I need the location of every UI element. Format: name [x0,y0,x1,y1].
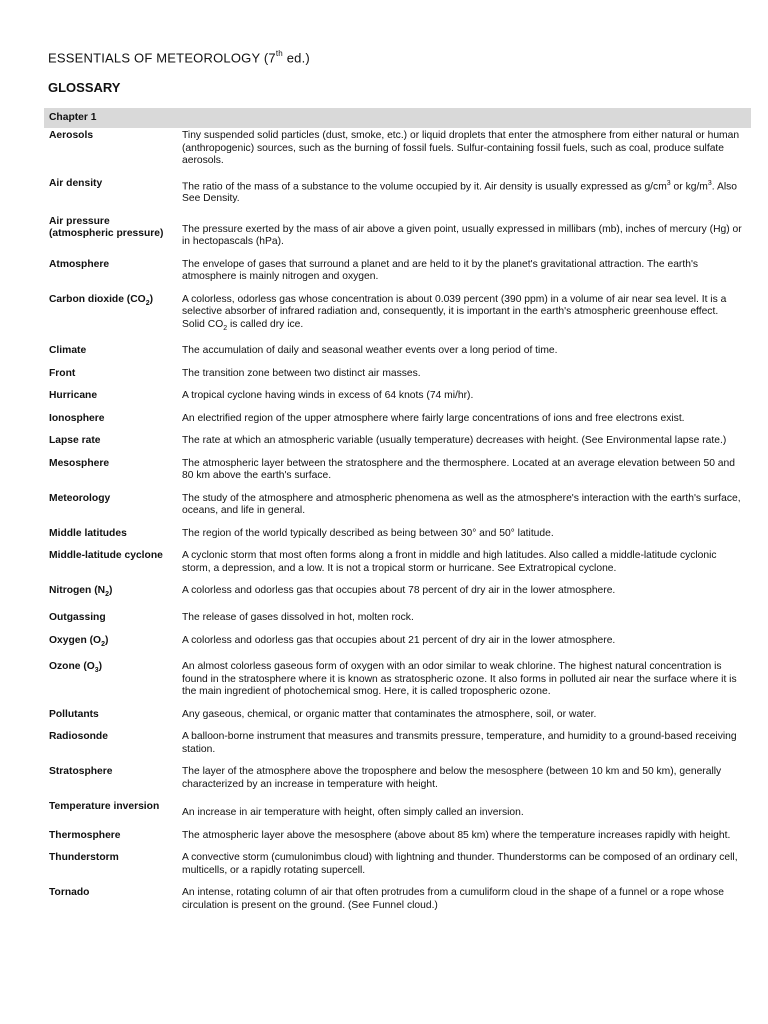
glossary-row [44,828,751,851]
definition: The accumulation of daily and seasonal weather events over a long period of time. [182,345,558,357]
subscript: 2 [145,299,150,307]
definition: The release of gases dissolved in hot, molten rock. [182,612,414,624]
term: Lapse rate [49,435,101,447]
definition: A colorless and odorless gas that occupies about 78 percent of dry air in the lower atmosphere. [182,585,616,597]
chapter-label: Chapter 1 [44,108,751,128]
glossary-row [44,707,751,730]
glossary-row [44,633,751,660]
term: Outgassing [49,612,106,624]
term: Hurricane [49,390,98,402]
definition: A balloon-borne instrument that measures and transmits pressure, temperature, and humidity to a ground-based receiving station. [182,731,737,755]
term: Tornado [49,887,90,899]
term: Atmosphere [49,258,110,270]
glossary-row [44,456,751,491]
definition-text: or kg/m [670,180,708,192]
superscript: 3 [666,179,671,187]
definition: The transition zone between two distinct air masses. [182,367,421,379]
definition: Any gaseous, chemical, or organic matter that contaminates the atmosphere, soil, or water. [182,708,597,720]
subscript: 2 [105,591,109,599]
term: Temperature inversion [49,801,160,813]
glossary-row [44,526,751,549]
term-text: Carbon dioxide (CO [49,293,146,305]
glossary-row [44,343,751,366]
document-title-sup: th [275,49,283,58]
glossary-row [44,257,751,292]
term [44,633,182,660]
definition: A convective storm (cumulonimbus cloud) with lightning and thunder. Thunderstorms can be composed of an ordinary cell, multicells, or a rapidly rotating supercell. [182,852,738,876]
glossary-heading: GLOSSARY [48,80,121,95]
glossary-row [44,292,751,344]
definition-text: A colorless, odorless gas whose concentration is about 0.039 percent (390 ppm) in a volume of air near sea level. It is a selective absorber of infrared radiation and, consequently, it is important in the earth's atmospheric greenhouse effect. Solid CO [182,293,727,330]
term: Middle latitudes [49,527,127,539]
definition: A colorless and odorless gas that occupies about 21 percent of dry air in the lower atmosphere. [182,634,616,646]
term: Ionosphere [49,412,105,424]
glossary-row [44,764,751,799]
glossary-row [44,176,751,214]
definition: The atmospheric layer above the mesosphere (above about 85 km) where the temperature increases rapidly with height. [182,829,731,841]
glossary-row [44,548,751,583]
definition: The study of the atmosphere and atmospheric phenomena as well as the atmosphere's interaction with the earth's surface, oceans, and life in general. [182,492,741,517]
definition: A cyclonic storm that most often forms along a front in middle and high latitudes. Also called a middle-latitude cyclonic storm, a depression, and a low. It is not a tropical storm or hurricane. See Extratropical cyclone. [182,550,717,574]
term-text: Oxygen (O [49,634,102,646]
term: Thunderstorm [49,852,119,864]
term: Thermosphere [49,829,121,841]
glossary-row [44,366,751,389]
definition: The atmospheric layer between the stratosphere and the thermosphere. Located at an average elevation between 50 and 80 km above the earth's surface. [182,457,735,482]
definition: Tiny suspended solid particles (dust, smoke, etc.) or liquid droplets that enter the atmosphere from either natural or human (anthropogenic) sources, such as the burning of fossil fuels. Sulfur-containing fossil fuels, such as coal, produce sulfate aerosols. [182,130,740,166]
definition: The layer of the atmosphere above the troposphere and below the mesosphere (between 10 km and 50 km), generally characterized by an increase in temperature with height. [182,766,722,790]
document-title-end: ed.) [282,50,310,66]
definition: An increase in air temperature with height, often simply called an inversion. [182,807,524,819]
term: Middle-latitude cyclone [49,550,163,562]
glossary-row [44,388,751,411]
definition: The pressure exerted by the mass of air above a given point, usually expressed in millibars (mb), inches of mercury (Hg) or in hectopascals (hPa). [182,223,742,248]
term [44,659,182,707]
glossary-row [44,128,751,176]
definition-text: . Also See Density. [182,180,737,205]
subscript: 3 [94,667,99,675]
subscript: 2 [223,324,228,332]
glossary-row [44,729,751,764]
definition: The envelope of gases that surround a planet and are held to it by the planet's gravitational attraction. The earth's atmosphere is mainly nitrogen and oxygen. [182,258,699,283]
term: Aerosols [49,130,94,141]
term: Meteorology [49,492,111,504]
definition: An almost colorless gaseous form of oxygen with an odor similar to weak chlorine. The highest natural concentration is found in the stratosphere where it is known as stratospheric ozone. It also forms in polluted air near the surface where it is the main ingredient of photochemical smog. Here, it is called tropospheric ozone. [182,661,737,698]
term: Front [49,367,76,379]
term-text: ) [149,293,154,305]
term [44,292,182,344]
glossary-row [44,885,751,920]
chapter-header-row [44,108,751,128]
glossary-row [44,491,751,526]
definition: The region of the world typically described as being between 30° and 50° latitude. [182,527,554,539]
glossary-body [44,108,751,920]
term-text: Nitrogen (N [49,585,106,597]
superscript: 3 [707,179,712,187]
glossary-row [44,411,751,434]
glossary-row [44,214,751,257]
glossary-row [44,583,751,610]
term: Mesosphere [49,457,110,469]
glossary-row [44,610,751,633]
term-text: Ozone (O [49,661,95,673]
term: Radiosonde [49,731,108,743]
definition: An intense, rotating column of air that often protrudes from a cumuliform cloud in the shape of a funnel or a rope whose circulation is present on the ground. (See Funnel cloud.) [182,887,725,911]
definition-text: is called dry ice. [227,318,304,330]
glossary-row [44,799,751,828]
glossary-row [44,659,751,707]
definition: An electrified region of the upper atmosphere where fairly large concentrations of ions and free electrons exist. [182,412,685,424]
term: Pollutants [49,708,99,720]
term-text: ) [104,634,109,646]
term: Air pressure (atmospheric pressure) [49,215,164,240]
document-title [48,50,310,65]
glossary-table [44,108,751,920]
subscript: 2 [101,640,105,648]
definition [182,292,751,344]
definition-text: The ratio of the mass of a substance to the volume occupied by it. Air density is usually expressed as g/cm [182,180,667,192]
term-text: ) [98,661,103,673]
definition [182,176,751,214]
definition: The rate at which an atmospheric variable (usually temperature) decreases with height. (See Environmental lapse rate.) [182,435,727,447]
glossary-row [44,433,751,456]
term: Air density [49,177,103,189]
glossary-row [44,850,751,885]
term: Stratosphere [49,766,113,778]
term [44,583,182,610]
term: Climate [49,345,87,357]
term-text: ) [108,585,113,597]
definition: A tropical cyclone having winds in excess of 64 knots (74 mi/hr). [182,390,474,402]
document-title-main: ESSENTIALS OF METEOROLOGY (7 [48,50,276,66]
